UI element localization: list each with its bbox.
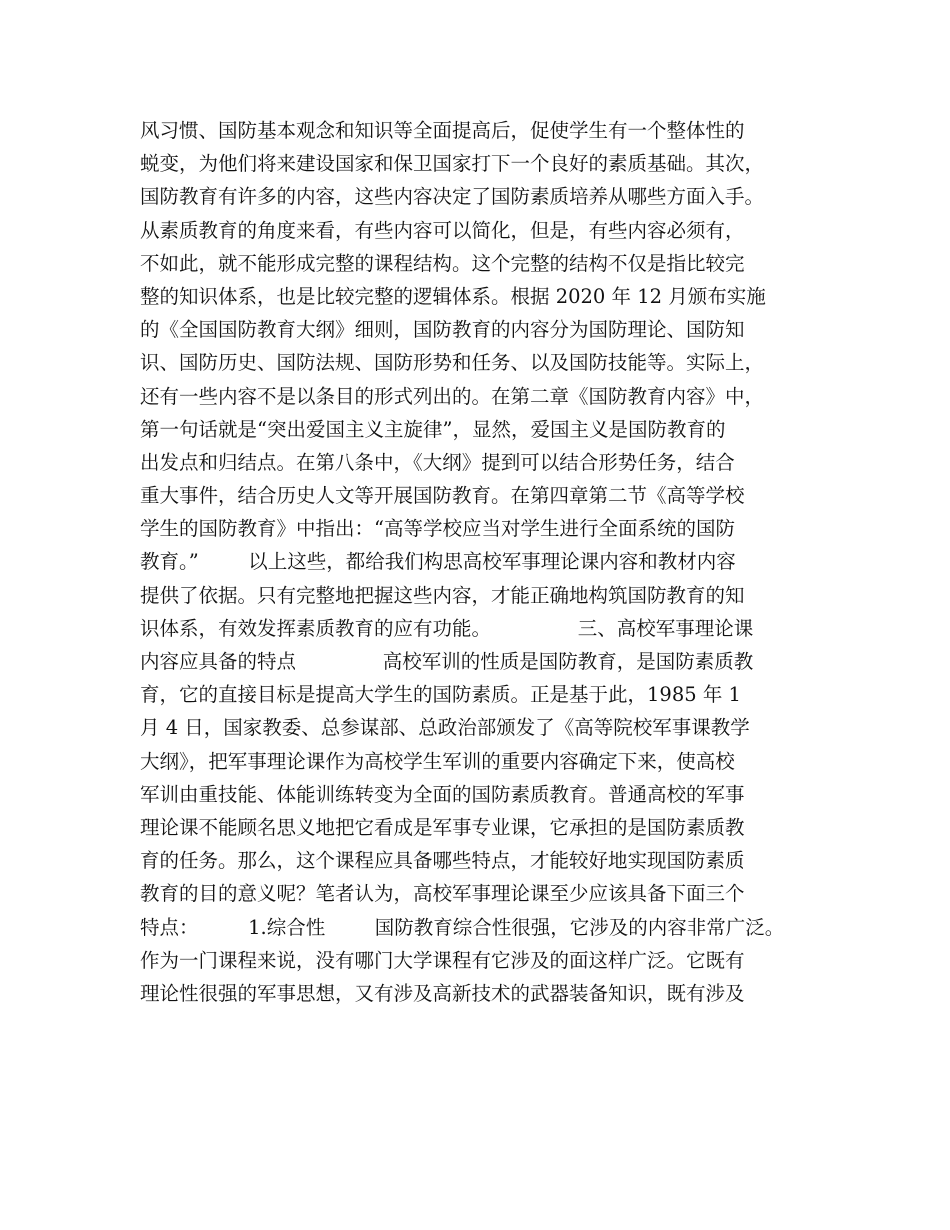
text-line: 理论性很强的军事思想，又有涉及高新技术的武器装备知识，既有涉及 xyxy=(140,981,745,1005)
text-line: 月 4 日，国家教委、总参谋部、总政治部颁发了《高等院校军事课教学 xyxy=(140,716,750,740)
text-line: 教育。” 以上这些，都给我们构思高校军事理论课内容和教材内容 xyxy=(140,550,736,574)
text-line: 整的知识体系，也是比较完整的逻辑体系。根据 2020 年 12 月颁布实施 xyxy=(140,284,766,308)
text-line: 内容应具备的特点 高校军训的性质是国防教育，是国防素质教 xyxy=(140,650,754,673)
text-line: 大纲》，把军事理论课作为高校学生军训的重要内容确定下来，使高校 xyxy=(140,749,735,773)
text-line: 蜕变，为他们将来建设国家和保卫国家打下一个良好的素质基础。其次， xyxy=(140,152,765,176)
text-line: 军训由重技能、体能训练转变为全面的国防素质教育。普通高校的军事 xyxy=(140,782,745,806)
text-line: 育，它的直接目标是提高大学生的国防素质。正是基于此，1985 年 1 xyxy=(140,683,741,707)
text-line: 作为一门课程来说，没有哪门大学课程有它涉及的面这样广泛。它既有 xyxy=(140,948,745,972)
text-line: 从素质教育的角度来看，有些内容可以简化，但是，有些内容必须有， xyxy=(140,218,745,242)
text-line: 识、国防历史、国防法规、国防形势和任务、以及国防技能等。实际上， xyxy=(140,351,765,375)
text-line: 的《全国国防教育大纲》细则，国防教育的内容分为国防理论、国防知 xyxy=(140,318,745,342)
text-line: 育的任务。那么，这个课程应具备哪些特点，才能较好地实现国防素质 xyxy=(140,849,745,873)
text-line: 国防教育有许多的内容，这些内容决定了国防素质培养从哪些方面入手。 xyxy=(140,185,765,209)
text-line: 还有一些内容不是以条目的形式列出的。在第二章《国防教育内容》中， xyxy=(140,384,765,408)
text-line: 识体系，有效发挥素质教育的应有功能。 三、高校军事理论课 xyxy=(140,616,754,640)
text-line: 出发点和归结点。在第八条中，《大纲》提到可以结合形势任务，结合 xyxy=(140,450,735,474)
text-line: 提供了依据。只有完整地把握这些内容，才能正确地构筑国防教育的知 xyxy=(140,583,745,607)
document-body-text xyxy=(140,114,820,1010)
text-line: 第一句话就是“突出爱国主义主旋律”，显然，爱国主义是国防教育的 xyxy=(140,417,726,441)
text-line: 重大事件，结合历史人文等开展国防教育。在第四章第二节《高等学校 xyxy=(140,484,745,508)
text-line: 不如此，就不能形成完整的课程结构。这个完整的结构不仅是指比较完 xyxy=(140,251,745,275)
text-line: 理论课不能顾名思义地把它看成是军事专业课，它承担的是国防素质教 xyxy=(140,815,745,839)
text-line: 学生的国防教育》中指出：“高等学校应当对学生进行全面系统的国防 xyxy=(140,517,735,541)
text-line: 风习惯、国防基本观念和知识等全面提高后，促使学生有一个整体性的 xyxy=(140,119,745,142)
text-line: 特点： 1.综合性 国防教育综合性很强，它涉及的内容非常广泛。 xyxy=(140,915,785,939)
text-line: 教育的目的意义呢？笔者认为，高校军事理论课至少应该具备下面三个 xyxy=(140,882,745,906)
